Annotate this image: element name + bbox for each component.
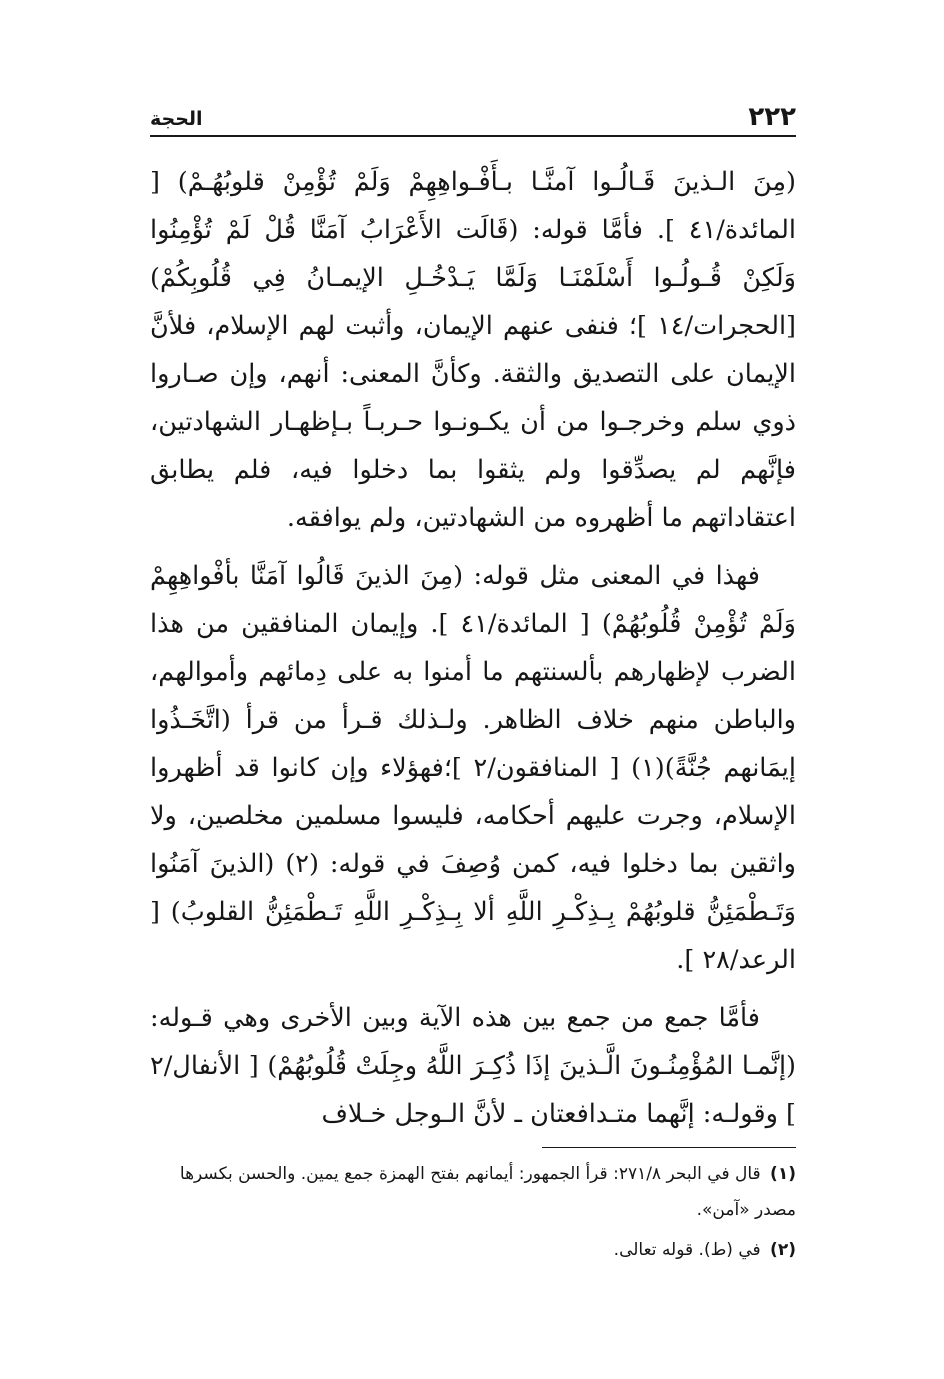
paragraph-2: فهذا في المعنى مثل قوله: (مِنَ الذينَ قَالُوا آمَنَّا بأفْواهِهِمْ وَلَمْ تُؤْمِنْ قُلُوبُهُمْ) [ المائدة/٤١ ]. وإيمان المنافقين من هذا الضرب لإظهارهم بألسنتهم ما أمنوا به على دِمائهم وأموالهم، والباطن منهم خلاف الظاهر. ولـذلك قـرأ من قرأ (اتَّخَـذُوا إيمَانهم جُنَّةً)(١) [ المنافقون/٢ ]؛فهؤلاء وإن كانوا قد أظهروا الإسلام، وجرت عليهم أحكامه، فليسوا مسلمين مخلصين، ولا واثقين بما دخلوا فيه، كمن وُصِفَ في قوله: (٢) (الذينَ آمَنُوا وَتَـطْمَئِنُّ قلوبُهُمْ بِـذِكْـرِ اللَّهِ ألا بِـذِكْـرِ اللَّهِ تَـطْمَئِنُّ القلوبُ) [ الرعد/٢٨ ]. xyxy=(150,561,796,975)
footnote-1 xyxy=(150,1156,796,1228)
footnote-number: (١) xyxy=(770,1164,796,1184)
page-number: ٢٢٢ xyxy=(748,102,796,132)
running-title: الحجة xyxy=(150,108,203,130)
footnotes xyxy=(150,1156,796,1268)
footnote-number: (٢) xyxy=(770,1240,796,1260)
main-text xyxy=(150,158,796,1138)
paragraph-1: (مِنَ الـذينَ قَـالُـوا آمنَّـا بـأَفْـواهِهِمْ وَلَمْ تُؤْمِنْ قلوبُهُـمْ) [ المائدة/٤١ ]. فأمَّا قوله: (قَالَت الأَعْرَابُ آمَنَّا قُلْ لَمْ تُؤْمِنُوا وَلَكِنْ قُـولُـوا أَسْلَمْنَـا وَلَمَّا يَـدْخُـلِ الإيمـانُ فِي قُلُوبِكُمْ) [الحجرات/١٤ ]؛ فنفى عنهم الإيمان، وأثبت لهم الإسلام، فلأنَّ الإيمان على التصديق والثقة. وكأنَّ المعنى: أنهم، وإن صـاروا ذوي سلم وخرجـوا من أن يكـونـوا حـربـاً بـإظهـار الشهادتين، فإنَّهم لم يصدِّقوا ولم يثقوا بما دخلوا فيه، فلم يطابق اعتقاداتهم ما أظهروه من الشهادتين، ولم يوافقه. xyxy=(150,167,796,533)
footnote-2 xyxy=(150,1232,796,1268)
footnote-rule xyxy=(542,1147,796,1148)
page-header xyxy=(150,98,796,132)
header-rule xyxy=(150,135,796,137)
footnote-text: قال في البحر ٢٧١/٨: قرأ الجمهور: أيمانهم بفتح الهمزة جمع يمين. والحسن بكسرها مصدر «آمن». xyxy=(179,1164,796,1220)
footnote-text: في (ط). قوله تعالى. xyxy=(613,1240,761,1260)
paragraph-3: فأمَّا جمع من جمع بين هذه الآية وبين الأخرى وهي قـوله: (إنَّمـا المُؤْمِنُـونَ الَّـذينَ إذَا ذُكِـرَ اللَّهُ وجِلَتْ قُلُوبُهُمْ) [ الأنفال/٢ ] وقولـه: إنَّهما متـدافعتان ـ لأنَّ الـوجل خـلاف xyxy=(150,1003,796,1129)
